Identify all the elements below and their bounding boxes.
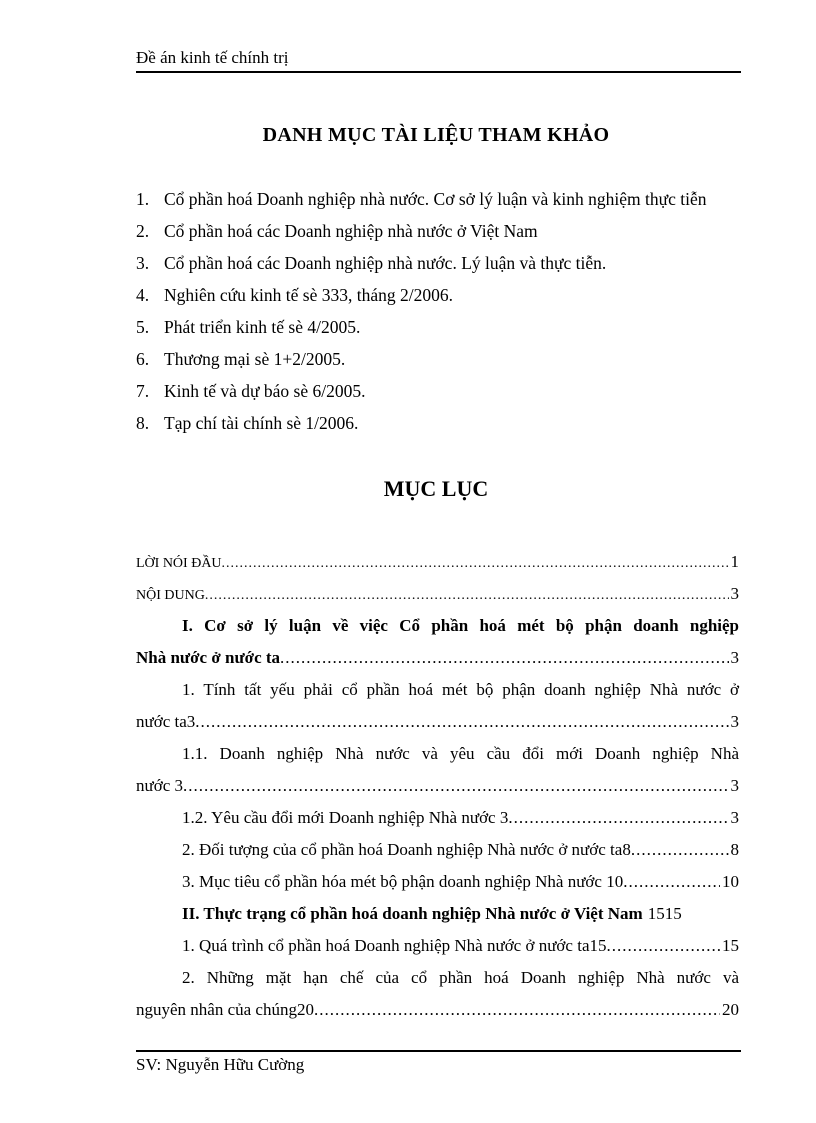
toc-leader-dots (205, 580, 729, 610)
toc-leader-dots (607, 930, 721, 962)
toc-entry-label: NỘI DUNG (136, 588, 205, 603)
toc-entry-content[interactable] (136, 578, 739, 610)
reference-item (136, 183, 741, 215)
toc-entry-label-line2: nguyên nhân của chúng20 (136, 1000, 314, 1019)
toc-page-number: 20 (722, 1000, 739, 1019)
toc-entry-label: II. Thực trạng cổ phần hoá doanh nghiệp Nhà nước ở Việt Nam (182, 904, 643, 923)
toc-entry-3[interactable] (136, 866, 739, 898)
reference-item (136, 407, 741, 439)
toc-leader-dots (183, 770, 729, 802)
toc-entry-2[interactable] (136, 834, 739, 866)
toc-leader-dots (314, 994, 720, 1026)
toc-title: MỤC LỤC (383, 476, 489, 501)
toc-entry-label: 1. Quá trình cổ phần hoá Doanh nghiệp Nhà nước ở nước ta15 (182, 936, 607, 955)
reference-text: Nghiên cứu kinh tế sè 333, tháng 2/2006. (164, 285, 453, 305)
toc-leader-dots (508, 802, 728, 834)
references-title: DANH MỤC TÀI LIỆU THAM KHẢO (262, 124, 610, 146)
reference-text: Thương mại sè 1+2/2005. (164, 349, 346, 369)
toc-entry-label: 2. Đối tượng của cổ phần hoá Doanh nghiệp Nhà nước ở nước ta8 (182, 840, 631, 859)
toc-entry-label: 3. Mục tiêu cổ phần hóa mét bộ phận doanh nghiệp Nhà nước 10 (182, 872, 624, 891)
toc-entry-line2 (136, 994, 739, 1026)
toc-entry-2-1[interactable] (136, 930, 739, 962)
toc-leader-dots (623, 866, 720, 898)
toc-entry-label-line1: 1. Tính tất yếu phải cổ phần hoá mét bộ phận doanh nghiệp Nhà nước ở (182, 680, 739, 699)
reference-text: Phát triển kinh tế sè 4/2005. (164, 317, 361, 337)
reference-number: 7. (136, 381, 150, 401)
toc-page-number: 3 (730, 584, 739, 603)
table-of-contents (136, 546, 739, 1026)
reference-item (136, 343, 741, 375)
toc-entry-label-line2: nước 3 (136, 776, 183, 795)
toc-entry-label-line1: I. Cơ sở lý luận về việc Cổ phần hoá mét bộ phận doanh nghiệp (182, 616, 739, 635)
toc-leader-dots (195, 706, 728, 738)
reference-number: 8. (136, 413, 150, 433)
toc-entry-label-line2: nước ta3 (136, 712, 196, 731)
toc-page-number: 3 (730, 712, 739, 731)
toc-page-number: 1 (730, 552, 739, 571)
toc-page-number: 3 (730, 776, 739, 795)
toc-leader-dots (222, 548, 729, 578)
toc-entry-1-2[interactable] (136, 802, 739, 834)
reference-item (136, 215, 741, 247)
toc-entry-line2 (136, 706, 739, 738)
footer-rule (136, 1050, 741, 1052)
toc-entry-label: LỜI NÓI ĐẦU (136, 556, 222, 571)
toc-page-number: 15 (722, 936, 739, 955)
header-rule (136, 71, 741, 73)
reference-number: 4. (136, 285, 150, 305)
reference-item (136, 375, 741, 407)
toc-entry-section-2[interactable] (136, 898, 739, 930)
toc-entry-section-1[interactable] (136, 610, 739, 674)
toc-leader-dots (631, 834, 729, 866)
footer-author: SV: Nguyễn Hữu Cường (136, 1055, 305, 1074)
toc-entry-preface[interactable] (136, 546, 739, 578)
reference-item (136, 279, 741, 311)
toc-entry-line2 (136, 770, 739, 802)
toc-page-number: 1515 (647, 904, 682, 923)
reference-number: 3. (136, 253, 150, 273)
reference-text: Cổ phần hoá các Doanh nghiệp nhà nước ở Việt Nam (164, 221, 538, 241)
reference-text: Tạp chí tài chính sè 1/2006. (164, 413, 359, 433)
reference-number: 5. (136, 317, 150, 337)
toc-entry-line2 (136, 642, 739, 674)
toc-entry-label-line1: 1.1. Doanh nghiệp Nhà nước và yêu cầu đổi mới Doanh nghiệp Nhà (182, 744, 739, 763)
toc-entry-1-1[interactable] (136, 738, 739, 802)
reference-text: Kinh tế và dự báo sè 6/2005. (164, 381, 366, 401)
reference-number: 2. (136, 221, 150, 241)
header-title: Đề án kinh tế chính trị (136, 48, 289, 67)
reference-number: 6. (136, 349, 150, 369)
toc-entry-label: 1.2. Yêu cầu đổi mới Doanh nghiệp Nhà nước 3 (182, 808, 509, 827)
toc-leader-dots (280, 642, 728, 674)
reference-text: Cổ phần hoá Doanh nghiệp nhà nước. Cơ sở lý luận và kinh nghiệm thực tiễn (164, 189, 707, 209)
toc-page-number: 3 (730, 648, 739, 667)
toc-entry-1[interactable] (136, 674, 739, 738)
reference-number: 1. (136, 189, 150, 209)
toc-page-number: 3 (730, 808, 739, 827)
toc-entry-2-2[interactable] (136, 962, 739, 1026)
reference-item (136, 247, 741, 279)
toc-page-number: 10 (722, 872, 739, 891)
toc-entry-label-line1: 2. Những mặt hạn chế của cổ phần hoá Doanh nghiệp Nhà nước và (182, 968, 739, 987)
toc-entry-label-line2: Nhà nước ở nước ta (136, 648, 281, 667)
toc-page-number: 8 (730, 840, 739, 859)
reference-text: Cổ phần hoá các Doanh nghiệp nhà nước. Lý luận và thực tiễn. (164, 253, 607, 273)
reference-item (136, 311, 741, 343)
references-list (136, 183, 741, 439)
